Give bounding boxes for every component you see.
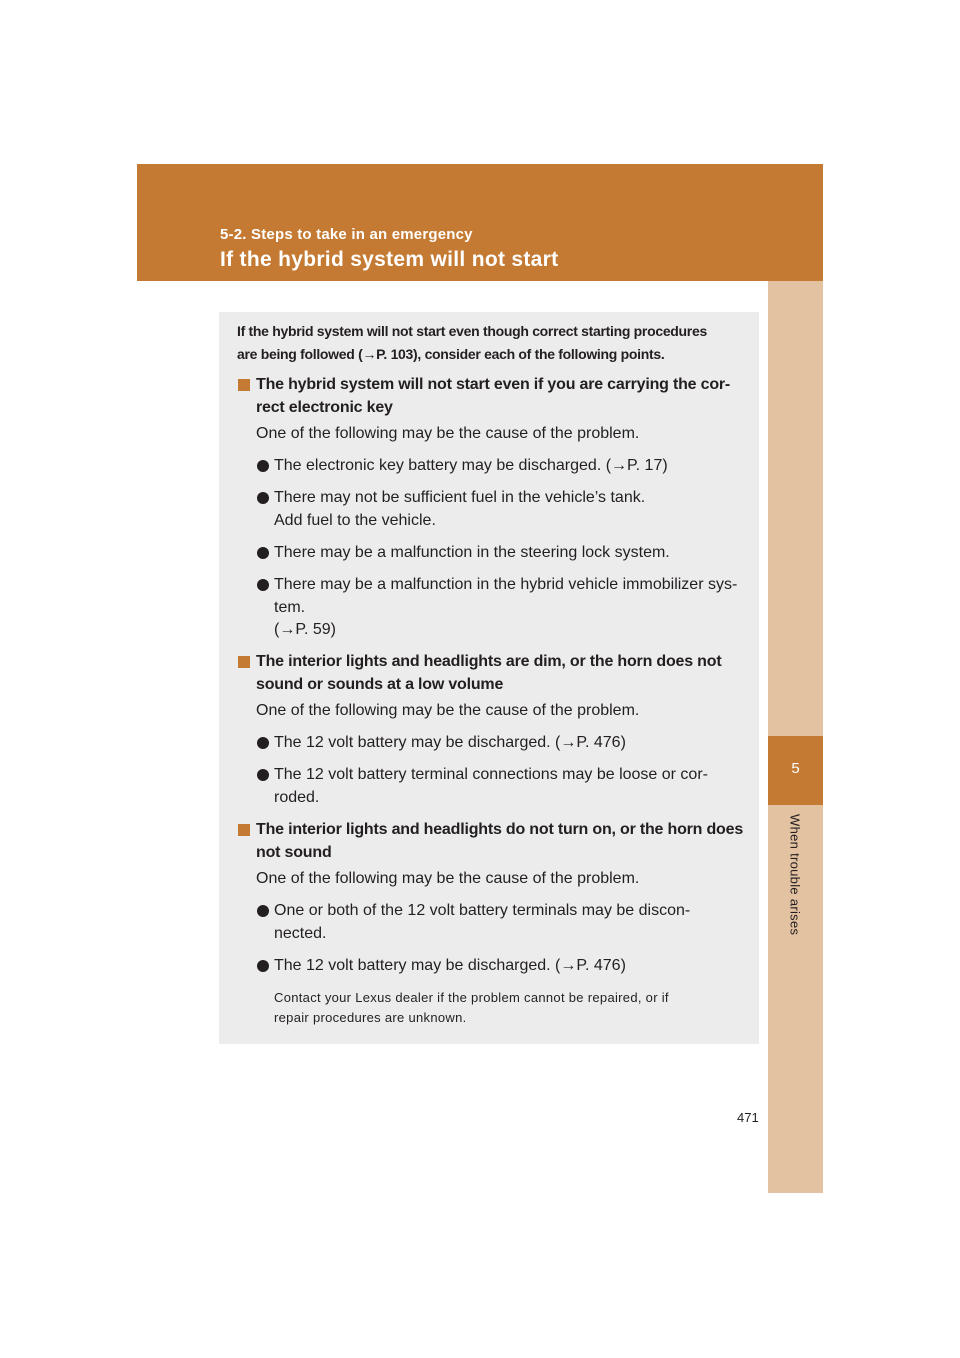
section-lead: One of the following may be the cause of the problem. xyxy=(256,425,640,442)
section-heading: not sound xyxy=(256,844,332,861)
dealer-note: repair procedures are unknown. xyxy=(274,1010,467,1025)
bullet-dot-icon xyxy=(257,492,269,504)
intro-line: are being followed (→P. 103), consider each of the following points. xyxy=(237,346,665,362)
bullet-dot-icon xyxy=(257,960,269,972)
chapter-marker xyxy=(768,736,823,805)
bullet-item: One or both of the 12 volt battery terminals may be discon- xyxy=(274,902,691,919)
dealer-note: Contact your Lexus dealer if the problem cannot be repaired, or if xyxy=(274,990,669,1005)
section-square-icon xyxy=(238,824,250,836)
chapter-title: When trouble arises xyxy=(787,814,803,936)
bullet-item: The electronic key battery may be discharged. (→P. 17) xyxy=(274,457,668,474)
bullet-item-continued: nected. xyxy=(274,925,327,942)
intro-line: If the hybrid system will not start even though correct starting procedures xyxy=(237,323,707,339)
bullet-item: The 12 volt battery may be discharged. (→P. 476) xyxy=(274,957,626,974)
section-heading: The hybrid system will not start even if you are carrying the cor- xyxy=(256,376,731,393)
section-label: 5-2. Steps to take in an emergency xyxy=(220,226,473,243)
bullet-dot-icon xyxy=(257,769,269,781)
section-heading: The interior lights and headlights are dim, or the horn does not xyxy=(256,653,722,670)
bullet-item-continued: (→P. 59) xyxy=(274,621,336,638)
chapter-number: 5 xyxy=(791,760,800,777)
bullet-dot-icon xyxy=(257,905,269,917)
section-heading: sound or sounds at a low volume xyxy=(256,676,504,693)
bullet-item: The 12 volt battery terminal connections may be loose or cor- xyxy=(274,766,708,783)
section-lead: One of the following may be the cause of the problem. xyxy=(256,870,640,887)
bullet-item-continued: Add fuel to the vehicle. xyxy=(274,512,436,529)
page-number: 471 xyxy=(737,1110,759,1125)
bullet-item-continued: roded. xyxy=(274,789,320,806)
page-title: If the hybrid system will not start xyxy=(220,248,559,271)
bullet-dot-icon xyxy=(257,460,269,472)
bullet-item-continued: tem. xyxy=(274,599,306,616)
section-square-icon xyxy=(238,379,250,391)
chapter-side-tab xyxy=(768,281,823,1193)
page-header xyxy=(137,164,823,281)
bullet-item: There may be a malfunction in the hybrid vehicle immobilizer sys- xyxy=(274,576,738,593)
section-lead: One of the following may be the cause of the problem. xyxy=(256,702,640,719)
bullet-item: There may not be sufficient fuel in the vehicle’s tank. xyxy=(274,489,646,506)
bullet-dot-icon xyxy=(257,737,269,749)
bullet-dot-icon xyxy=(257,579,269,591)
bullet-dot-icon xyxy=(257,547,269,559)
section-square-icon xyxy=(238,656,250,668)
section-heading: rect electronic key xyxy=(256,399,393,416)
bullet-item: There may be a malfunction in the steering lock system. xyxy=(274,544,670,561)
section-heading: The interior lights and headlights do not turn on, or the horn does xyxy=(256,821,744,838)
content-panel xyxy=(219,312,759,1044)
bullet-item: The 12 volt battery may be discharged. (→P. 476) xyxy=(274,734,626,751)
